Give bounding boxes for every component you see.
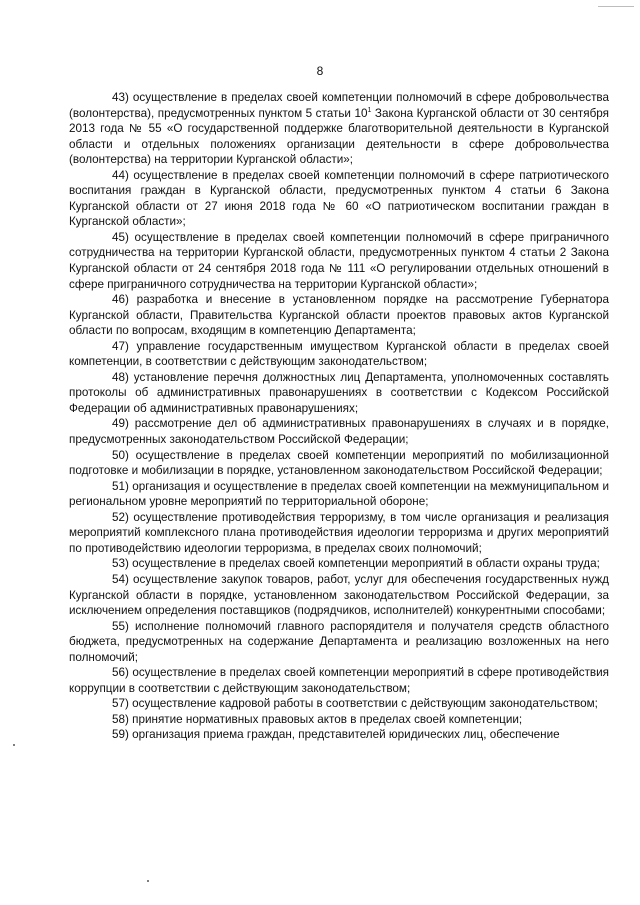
- scan-corner-mark: [598, 6, 634, 7]
- paragraph-52: 52) осуществление противодействия терроризму, в том числе организация и реализация мероприятий комплексного плана противодействия идеологии терроризма и других мероприятий по противодействию идеологии терроризма, в пределах своих полномочий;: [69, 510, 609, 555]
- paragraph-59: 59) организация приема граждан, представителей юридических лиц, обеспечение: [112, 728, 560, 742]
- paragraph-47: 47) управление государственным имуществом Курганской области в пределах своей компетенции, в соответствии с действующим законодательством;: [69, 339, 609, 369]
- paragraph-51: 51) организация и осуществление в пределах своей компетенции на межмуниципальном и региональном уровне мероприятий по территориальной обороне;: [69, 479, 609, 509]
- paragraph-56: 56) осуществление в пределах своей компетенции мероприятий в сфере противодействия коррупции в соответствии с действующим законодательством;: [69, 666, 609, 695]
- paragraph-57: 57) осуществление кадровой работы в соответствии с действующим законодательством;: [112, 697, 598, 711]
- paragraph-43: 43) осуществление в пределах своей компетенции полномочий в сфере добровольчества (волонтерства), предусмотренных пунктом 5 статьи $10^1$ Закона Курганской области от 30 сентября 2013 года № 55 «О государственной поддержке благотворительной деятельности в Курганской области и отдельных положениях организации деятельности в сфере добровольчества (волонтерства) на территории Курганской области»;: [69, 91, 609, 167]
- paragraph-44: 44) осуществление в пределах своей компетенции полномочий в сфере патриотического воспитания граждан в Курганской области, предусмотренных пунктом 4 статьи 6 Закона Курганской области от 27 июня 2018 года № 60 «О патриотическом воспитании граждан в Курганской области»;: [69, 168, 609, 229]
- paragraph-50: 50) осуществление в пределах своей компетенции мероприятий по мобилизационной подготовке и мобилизации в порядке, установленном законодательством Российской Федерации;: [69, 448, 609, 478]
- paragraph-53: 53) осуществление в пределах своей компетенции мероприятий в области охраны труда;: [112, 557, 600, 571]
- paragraph-49: 49) рассмотрение дел об административных правонарушениях в случаях и в порядке, предусмотренных законодательством Российской Федерации;: [69, 417, 609, 447]
- paragraph-48: 48) установление перечня должностных лиц Департамента, уполномоченных составлять протоколы об административных правонарушениях в соответствии с Кодексом Российской Федерации об административных правонарушениях;: [69, 370, 609, 415]
- page-number: 8: [316, 64, 324, 78]
- paragraph-45: 45) осуществление в пределах своей компетенции полномочий в сфере приграничного сотрудничества на территории Курганской области, предусмотренных пунктом 4 статьи 2 Закона Курганской области от 24 сентября 2018 года № 111 «О регулировании отдельных отношений в сфере приграничного сотрудничества на территории Курганской области»;: [69, 230, 609, 291]
- paragraph-54: 54) осуществление закупок товаров, работ, услуг для обеспечения государственных нужд Курганской области в порядке, установленном законодательством Российской Федерации, за исключением определения поставщиков (подрядчиков, исполнителей) конкурентными способами;: [69, 572, 609, 618]
- paragraph-46: 46) разработка и внесение в установленном порядке на рассмотрение Губернатора Курганской области, Правительства Курганской области проектов правовых актов Курганской области по вопросам, входящим в компетенцию Департамента;: [69, 293, 609, 338]
- document-body: [69, 90, 609, 743]
- scan-speck: [13, 744, 15, 746]
- scan-speck: [147, 880, 149, 882]
- paragraph-55: 55) исполнение полномочий главного распорядителя и получателя средств областного бюджета, предусмотренных на содержание Департамента и реализацию возложенных на него полномочий;: [69, 619, 609, 664]
- superscript-index: 1: [367, 106, 372, 114]
- paragraph-58: 58) принятие нормативных правовых актов в пределах своей компетенции;: [112, 712, 523, 726]
